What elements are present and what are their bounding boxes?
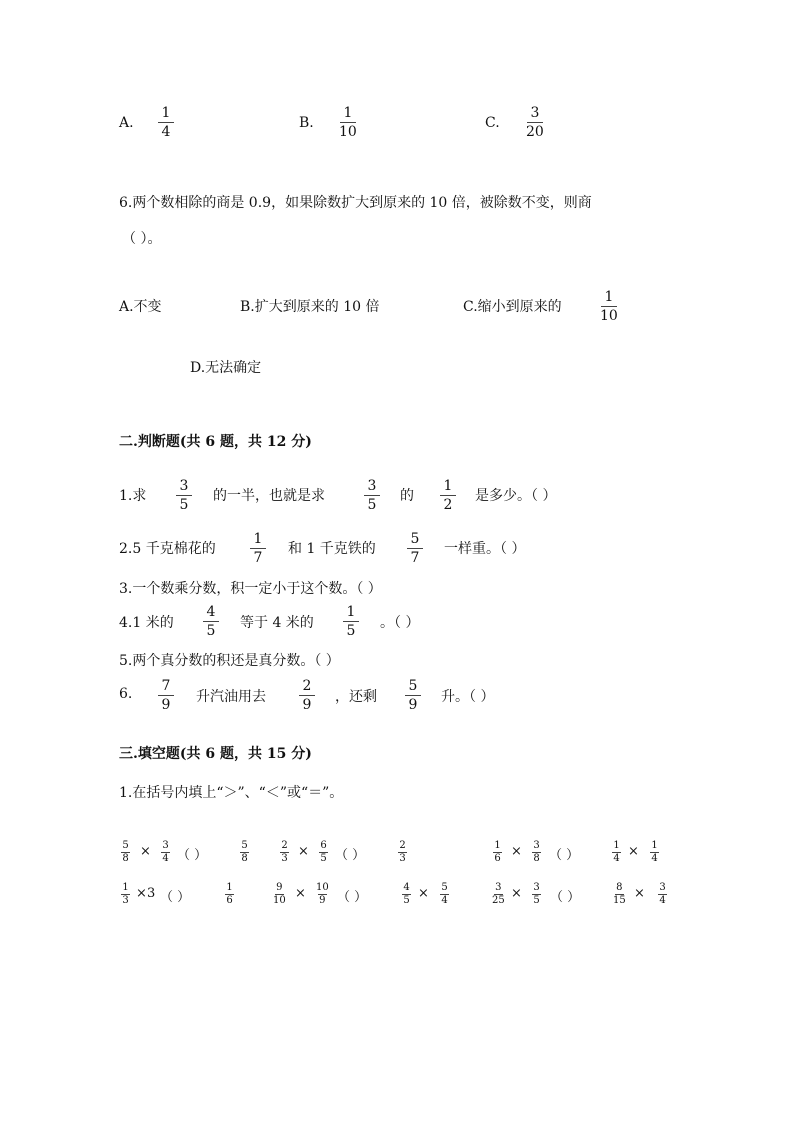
s2-q3-text: 3.一个数乘分数，积一定小于这个数。（ ） [119,581,382,597]
cmp-4-c: 1 6 [226,882,233,906]
cmp-2-b: 6 5 [320,840,327,864]
cmp-6-d: 3 4 [659,882,666,906]
s2-q2-text-1: 2.5 千克棉花的 [119,541,216,557]
section2-title: 二.判断题(共 6 题，共 12 分) [119,434,312,450]
s2-q1-text-1: 1.求 [119,488,147,504]
cmp-1-paren[interactable]: （ ） [177,848,208,863]
cmp-2-a: 2 3 [281,840,288,864]
cmp-4-times: × [136,886,147,901]
cmp-4-multiplier: 3 [147,886,156,901]
cmp-6-c: 8 15 [613,882,626,906]
cmp-3-a: 1 6 [494,840,501,864]
s2-q6-text-1: 6. [119,686,133,702]
q6-option-b: B.扩大到原来的 10 倍 [240,299,380,315]
q5-option-b-fraction: 1 10 [339,105,357,140]
q6-option-c-fraction: 1 10 [600,289,618,324]
s2-q2-fraction-1: 1 7 [250,532,266,565]
section3-title: 三.填空题(共 6 题，共 15 分) [119,746,312,762]
q5-option-c-label: C. [485,115,500,131]
cmp-5-times-2: × [418,886,429,901]
s2-q6-text-3: ，还剩 [335,689,377,705]
s2-q4-text-3: 。（ ） [380,615,420,631]
cmp-5-a: 9 10 [273,882,286,906]
cmp-3-paren[interactable]: （ ） [549,848,580,863]
s3-q1-text: 1.在括号内填上“＞”、“＜”或“＝”。 [119,785,344,801]
cmp-3-times-2: × [628,844,639,859]
cmp-3-d: 1 4 [651,840,658,864]
s2-q4-text-2: 等于 4 米的 [240,615,314,631]
cmp-6-b: 3 5 [533,882,540,906]
cmp-4-paren[interactable]: （ ） [160,890,191,905]
s2-q1-fraction-3: 1 2 [440,479,456,512]
s2-q2-text-3: 一样重。（ ） [444,541,526,557]
s2-q2-fraction-2: 5 7 [407,532,423,565]
cmp-2-c: 2 3 [399,840,406,864]
cmp-1-times: × [140,844,151,859]
cmp-3-b: 3 8 [533,840,540,864]
cmp-4-a: 1 3 [122,882,129,906]
s2-q6-fraction-1: 7 9 [158,679,174,712]
cmp-6-times: × [511,886,522,901]
q5-option-a-label: A. [119,115,134,131]
s2-q4-fraction-2: 1 5 [343,605,359,638]
cmp-1-c: 5 8 [241,840,248,864]
cmp-3-times: × [511,844,522,859]
cmp-2-times: × [298,844,309,859]
s2-q6-fraction-3: 5 9 [405,679,421,712]
s2-q4-fraction-1: 4 5 [203,605,219,638]
cmp-6-a: 3 25 [492,882,505,906]
cmp-1-b: 3 4 [162,840,169,864]
q5-option-b-label: B. [299,115,314,131]
cmp-5-paren[interactable]: （ ） [337,890,368,905]
s2-q1-text-3: 的 [400,488,414,504]
s2-q4-text-1: 4.1 米的 [119,615,174,631]
cmp-5-times: × [295,886,306,901]
s2-q5-text: 5.两个真分数的积还是真分数。（ ） [119,653,340,669]
cmp-5-b: 10 9 [316,882,329,906]
s2-q6-fraction-2: 2 9 [299,679,315,712]
q6-stem-line1: 6.两个数相除的商是 0.9，如果除数扩大到原来的 10 倍，被除数不变，则商 [119,195,592,211]
q6-stem-line2: （ ）。 [122,231,162,247]
q5-option-c-fraction: 3 20 [526,105,544,140]
cmp-2-paren[interactable]: （ ） [335,848,366,863]
cmp-1-a: 5 8 [122,840,129,864]
cmp-5-c: 4 5 [403,882,410,906]
s2-q2-text-2: 和 1 千克铁的 [288,541,376,557]
cmp-6-times-2: × [634,886,645,901]
s2-q6-text-4: 升。（ ） [441,689,495,705]
q6-option-a: A.不变 [119,299,162,315]
s2-q6-text-2: 升汽油用去 [196,689,266,705]
s2-q1-fraction-2: 3 5 [364,479,380,512]
q5-option-a-fraction: 1 4 [158,106,174,139]
s2-q1-fraction-1: 3 5 [176,479,192,512]
cmp-5-d: 5 4 [441,882,448,906]
q6-option-d: D.无法确定 [190,360,262,376]
cmp-6-paren[interactable]: （ ） [550,890,581,905]
cmp-3-c: 1 4 [613,840,620,864]
s2-q1-text-2: 的一半，也就是求 [213,488,325,504]
s2-q1-text-4: 是多少。（ ） [475,488,557,504]
q6-option-c: C.缩小到原来的 [463,299,562,315]
